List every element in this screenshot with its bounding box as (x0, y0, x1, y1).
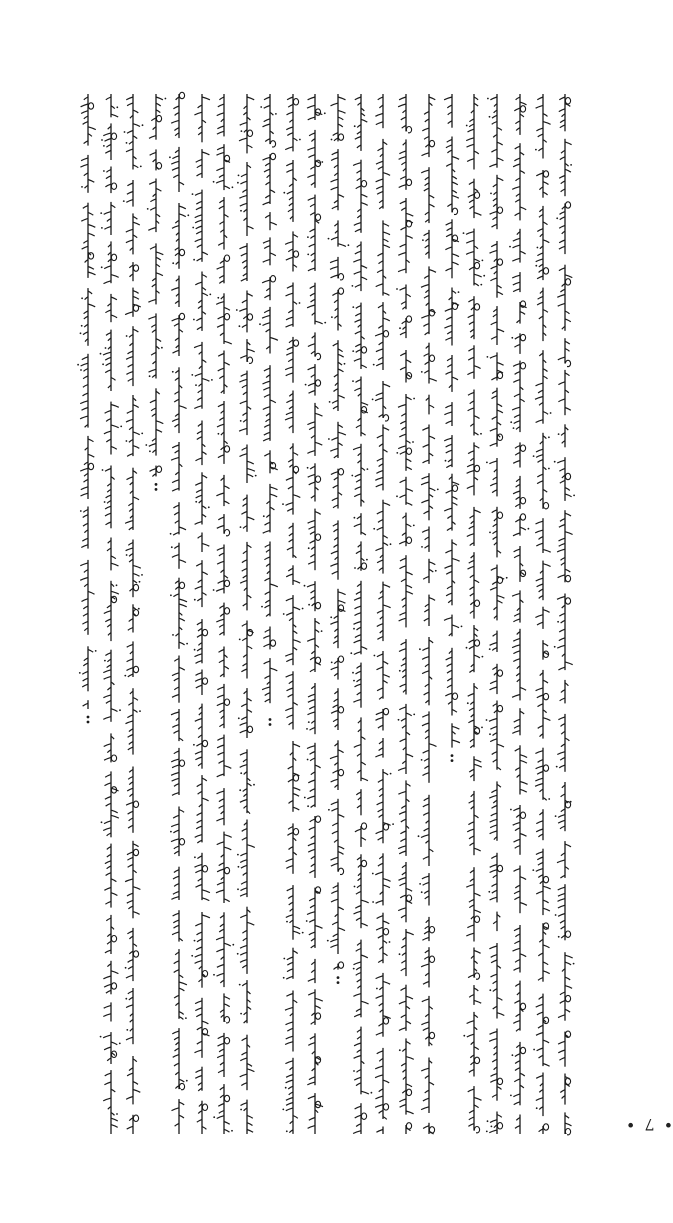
text-column (101, 90, 120, 1140)
text-column (283, 90, 302, 1140)
text-column-glyphs (328, 90, 347, 1140)
text-column-glyphs (146, 90, 165, 1140)
text-column-glyphs (169, 90, 188, 1140)
text-column (396, 90, 415, 1140)
text-column-glyphs (419, 90, 438, 1140)
text-column-glyphs (78, 90, 97, 1140)
page-number (618, 1100, 673, 1140)
text-column-glyphs (123, 90, 142, 1140)
text-column-glyphs (192, 90, 211, 1140)
text-column (419, 90, 438, 1140)
text-column (487, 90, 506, 1140)
text-column-glyphs (237, 90, 256, 1140)
text-column-glyphs (101, 90, 120, 1140)
text-column (533, 90, 552, 1140)
page-number-label: • 7 • (623, 1115, 673, 1135)
text-column (351, 90, 370, 1140)
text-column (328, 90, 347, 1140)
text-column (237, 90, 256, 1140)
mongolian-text-body (78, 90, 578, 1140)
text-column-glyphs (214, 90, 233, 1140)
text-column (555, 90, 574, 1140)
text-column (78, 90, 97, 1140)
text-column-glyphs (283, 90, 302, 1140)
text-column-glyphs (533, 90, 552, 1140)
text-column (442, 90, 461, 1140)
text-column-glyphs (396, 90, 415, 1140)
text-column (464, 90, 483, 1140)
text-column-glyphs (442, 90, 461, 1140)
text-column (214, 90, 233, 1140)
text-column (260, 90, 279, 1140)
text-column (305, 90, 324, 1140)
text-column-glyphs (305, 90, 324, 1140)
text-column-glyphs (555, 90, 574, 1140)
text-column (169, 90, 188, 1140)
text-column-glyphs (351, 90, 370, 1140)
text-column (123, 90, 142, 1140)
text-column-glyphs (373, 90, 392, 1140)
text-column-glyphs (464, 90, 483, 1140)
text-column (510, 90, 529, 1140)
text-column (192, 90, 211, 1140)
text-column (373, 90, 392, 1140)
text-column-glyphs (260, 90, 279, 1140)
text-column-glyphs (487, 90, 506, 1140)
text-column-glyphs (510, 90, 529, 1140)
text-column (146, 90, 165, 1140)
